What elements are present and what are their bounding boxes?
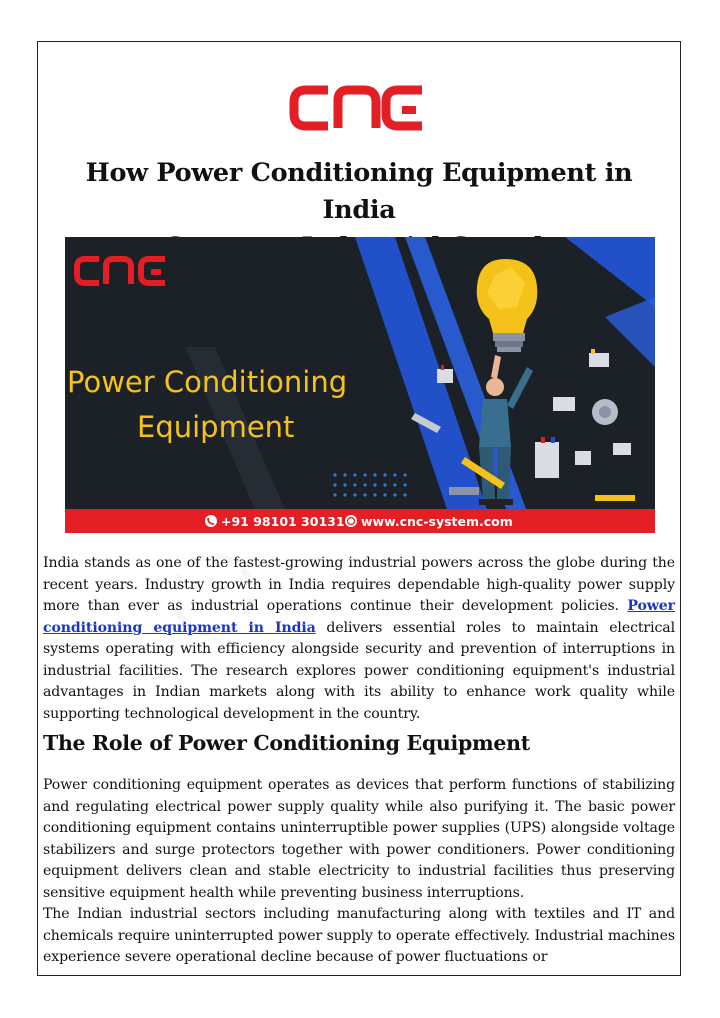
- power-conditioning-link[interactable]: Power conditioning equipment in India: [43, 598, 675, 636]
- title-line-1: How Power Conditioning Equipment in India: [85, 158, 633, 225]
- banner-heading-line-2: Equipment: [137, 410, 295, 444]
- intro-text-end: delivers essential roles to maintain electrical systems operating with efficiency alongside security and prevention of interruptions in industrial facilities. The research explores power conditioning equipment's industrial advantages in Indian markets along with its ability to enhance work quality while supporting technological development in the country.: [43, 619, 675, 722]
- banner-image: [65, 237, 655, 533]
- banner-website: www.cnc-system.com: [361, 514, 513, 529]
- section-heading: The Role of Power Conditioning Equipment: [43, 731, 530, 755]
- section-paragraph-1: Power conditioning equipment operates as devices that perform functions of stabilizing and regulating electrical power supply quality while also purifying it. The basic power conditioning equipment contains uninterruptible power supplies (UPS) alongside voltage stabilizers and surge protectors together with power conditioners. Power conditioning equipment delivers clean and stable electricity to industrial facilities thus preserving sensitive equipment health while preventing business interruptions.: [43, 777, 675, 901]
- intro-paragraph: [43, 553, 675, 725]
- banner-phone: +91 98101 30131: [221, 514, 345, 529]
- section-paragraph-2: The Indian industrial sectors including manufacturing along with textiles and IT and chemicals require uninterrupted power supply to operate effectively. Industrial machines experience severe operational decline because of power fluctuations or: [43, 906, 675, 965]
- banner-heading-line-1: Power Conditioning: [67, 365, 348, 399]
- globe-icon: [345, 515, 357, 527]
- cnc-logo: [288, 80, 428, 136]
- intro-text-start: India stands as one of the fastest-growing industrial powers across the globe during the recent years. Industry growth in India requires dependable high-quality power supply more than ever as industrial operations continue their development policies.: [43, 555, 675, 614]
- phone-icon: [205, 515, 217, 527]
- banner-footer: [65, 509, 655, 533]
- page-frame: [37, 41, 681, 976]
